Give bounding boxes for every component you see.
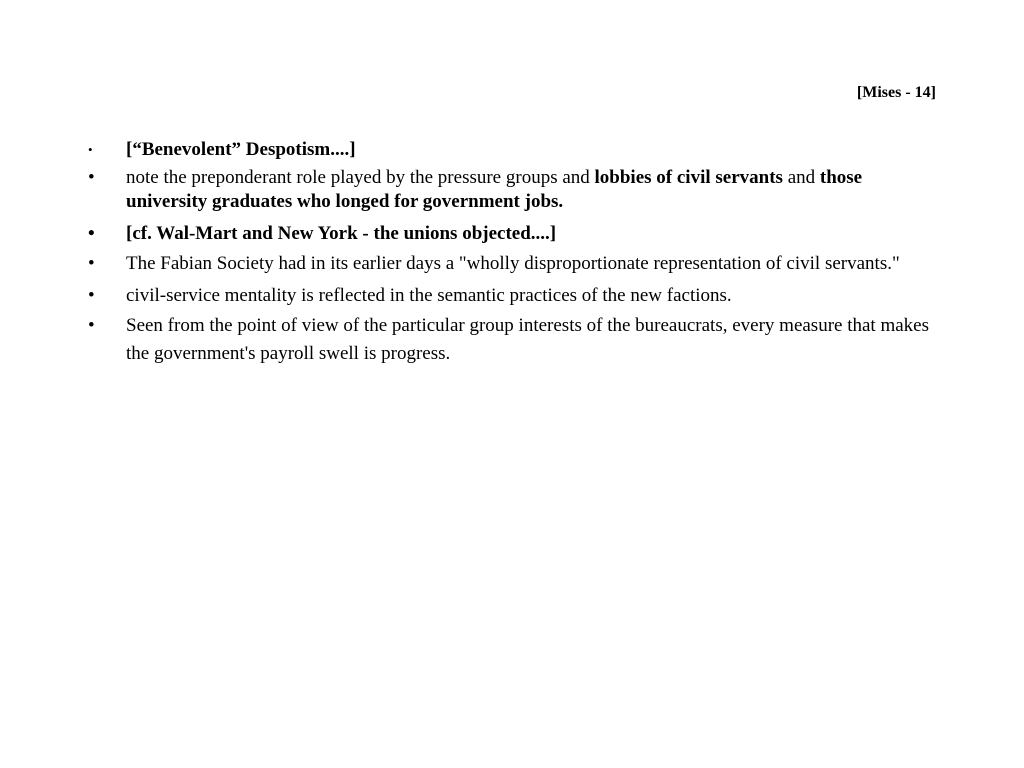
bullet-text: [cf. Wal-Mart and New York - the unions objected....] bbox=[126, 223, 557, 244]
bullet-text-part: and bbox=[782, 167, 820, 188]
bullet-text-part: note the preponderant role played by the pressure groups and bbox=[126, 167, 595, 188]
bullet-list bbox=[88, 136, 938, 368]
bullet-item-civil-servants bbox=[88, 166, 938, 214]
bullet-text-bold: those university graduates who longed for government jobs. bbox=[126, 167, 863, 212]
bullet-item-fabian-society bbox=[88, 250, 938, 278]
bullet-text: Seen from the point of view of the particular group interests of the bureaucrats, every measure that makes the government's payroll swell is progress. bbox=[126, 315, 929, 364]
page-label: [Mises - 14] bbox=[856, 84, 936, 101]
bullet-text-bold: lobbies of civil servants bbox=[594, 167, 783, 188]
bullet-dot-icon: • bbox=[88, 142, 93, 157]
bullet-item-civil-service-mentality bbox=[88, 282, 938, 310]
bullet-dot-icon: • bbox=[88, 285, 95, 306]
bullet-text: [“Benevolent” Despotism....] bbox=[126, 139, 356, 160]
bullet-dot-icon: • bbox=[88, 253, 95, 274]
bullet-item-bureaucrats bbox=[88, 312, 938, 368]
bullet-text: The Fabian Society had in its earlier days a "wholly disproportionate representation of civil servants." bbox=[126, 253, 900, 274]
bullet-item-benevolent-despotism bbox=[88, 136, 938, 164]
bullet-item-walmart bbox=[88, 220, 938, 248]
bullet-text: civil-service mentality is reflected in the semantic practices of the new factions. bbox=[126, 285, 732, 306]
bullet-dot-icon: • bbox=[88, 315, 95, 336]
bullet-dot-icon: • bbox=[88, 167, 95, 188]
bullet-dot-icon: • bbox=[88, 223, 95, 244]
